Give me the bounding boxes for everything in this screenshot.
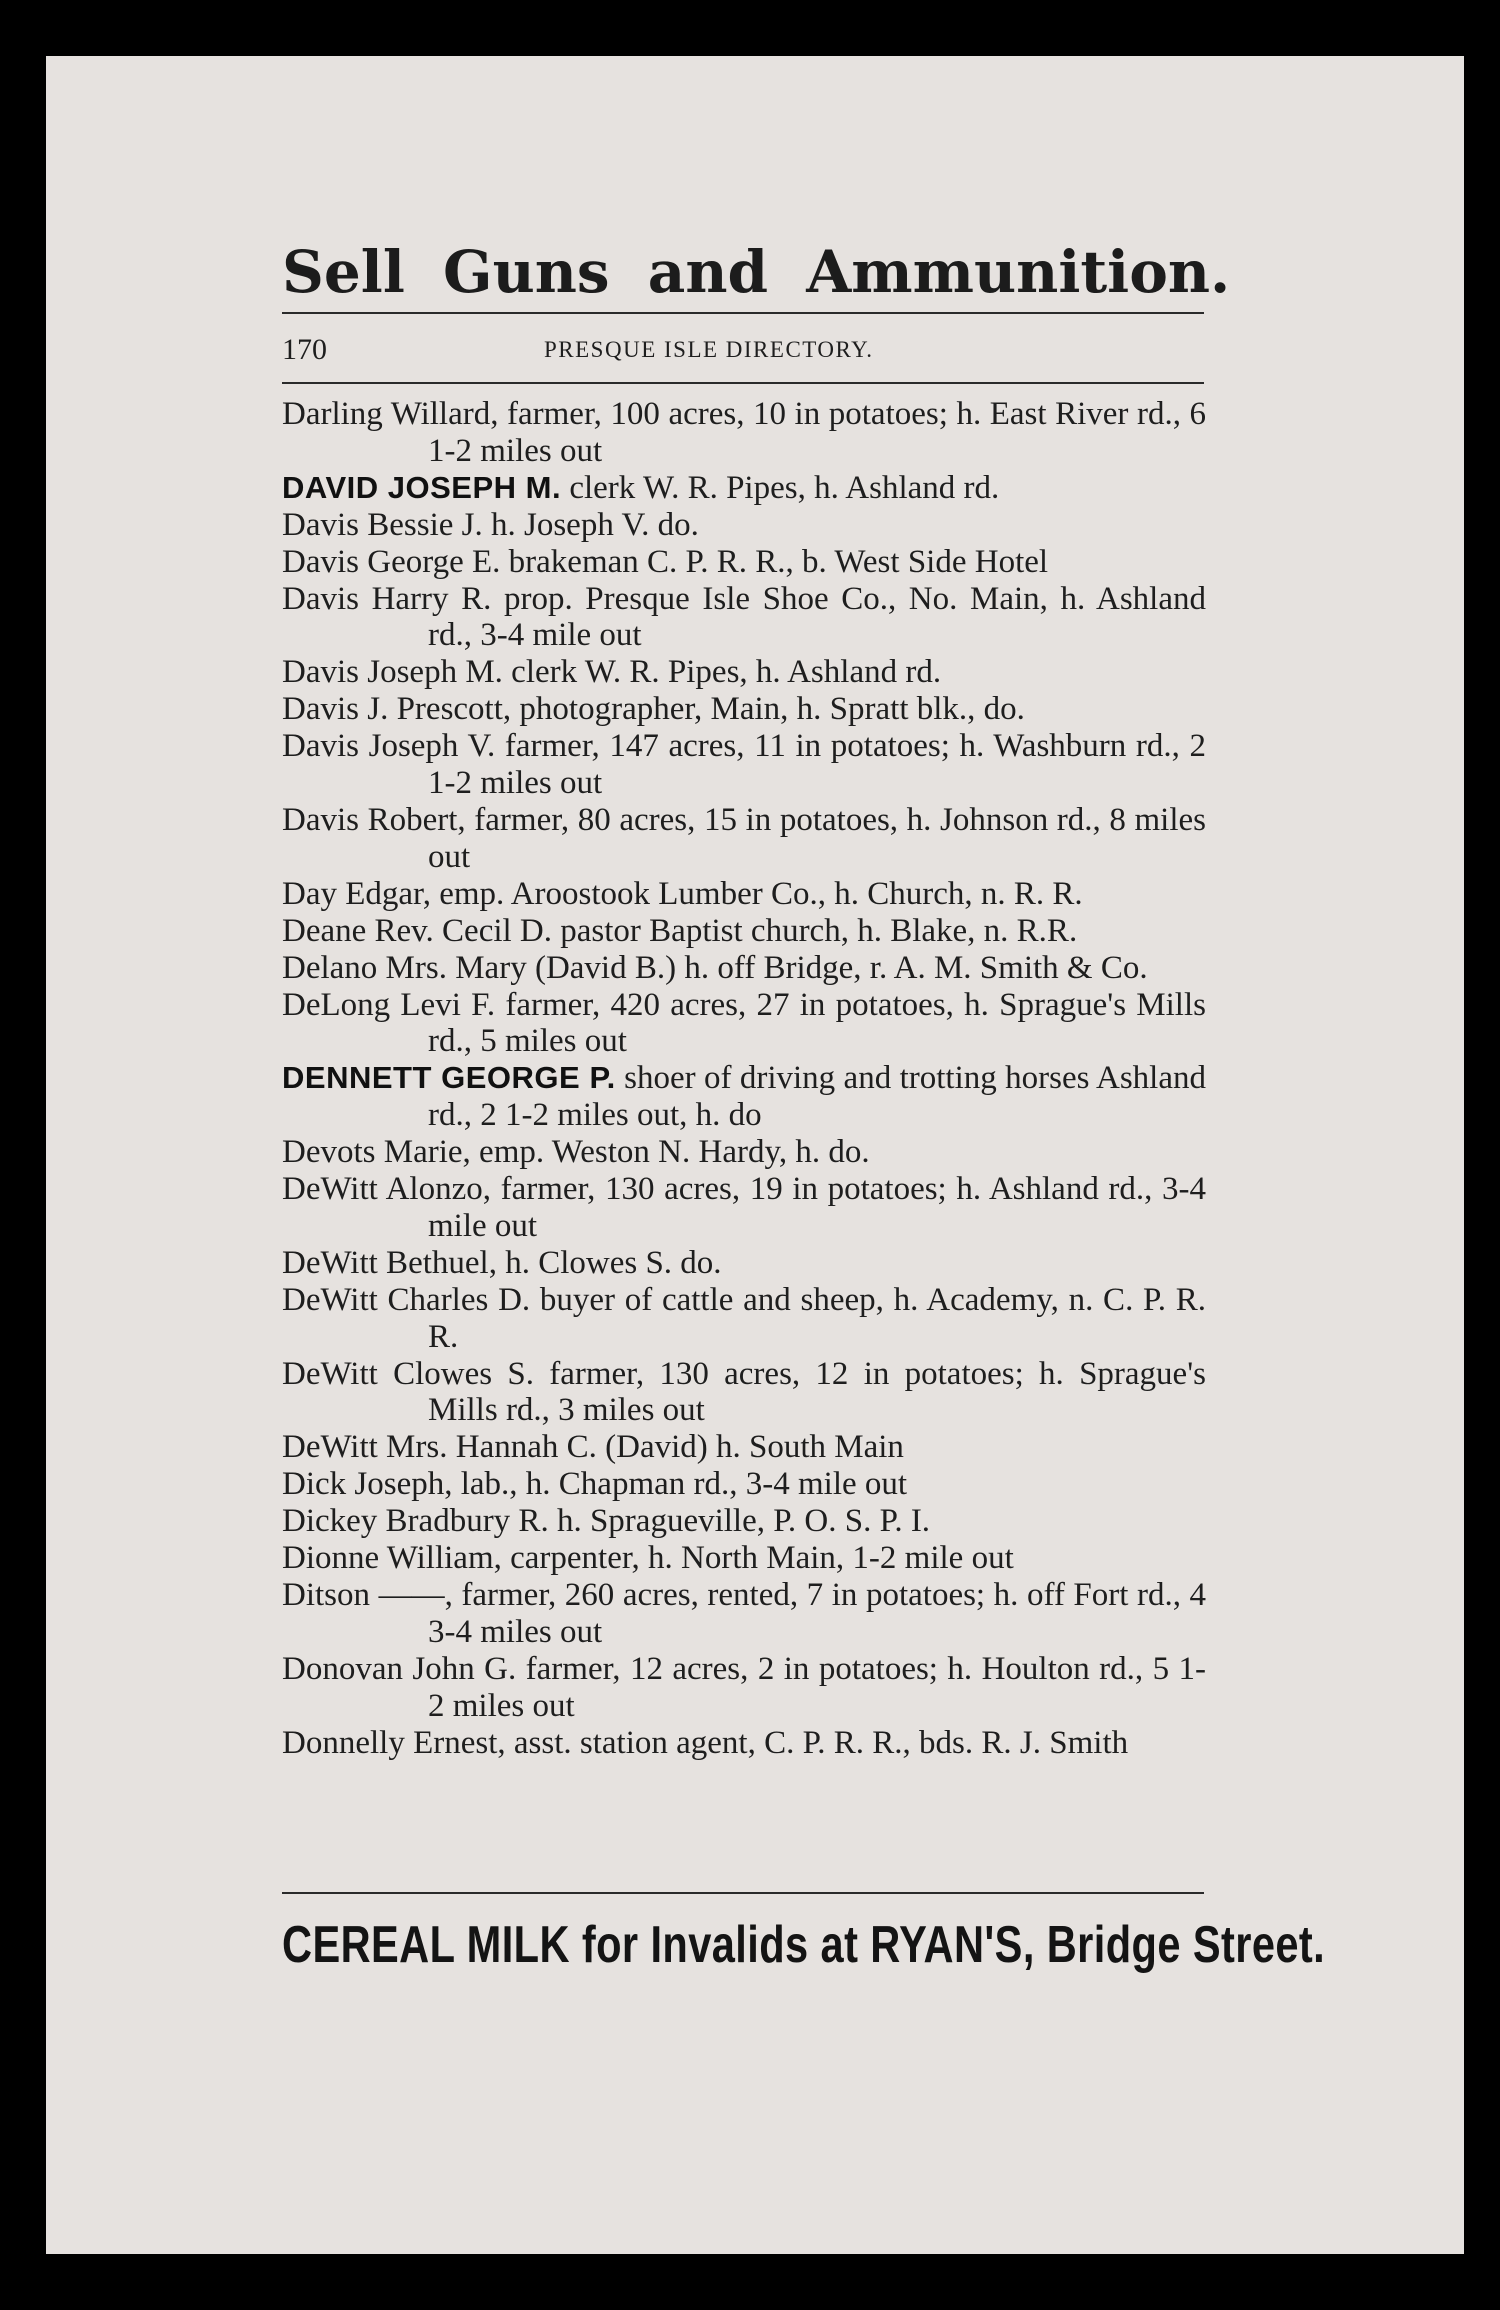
directory-entry xyxy=(282,544,1206,581)
footer-advertisement: CEREAL MILK for Invalids at RYAN'S, Bridge Street. xyxy=(282,1916,1326,1974)
entry-text: buyer of cattle and sheep, h. Academy, n. C. P. R. R. xyxy=(428,1281,1206,1355)
directory-entry xyxy=(282,581,1206,655)
entry-text: lab., h. Chapman rd., 3-4 mile out xyxy=(452,1466,908,1503)
directory-entry xyxy=(282,1134,1206,1171)
entry-name: Donovan John G. xyxy=(282,1650,517,1687)
entry-text: h. Joseph V. do. xyxy=(482,506,699,543)
entry-name: Day Edgar, xyxy=(282,875,431,912)
entry-text: emp. Weston N. Hardy, h. do. xyxy=(470,1134,870,1171)
page-number: 170 xyxy=(282,333,327,366)
entry-name: Davis Joseph M. xyxy=(282,654,503,691)
entry-text: clerk W. R. Pipes, h. Ashland rd. xyxy=(502,654,942,691)
top-rule xyxy=(282,312,1204,314)
directory-entry xyxy=(282,1356,1206,1430)
directory-entry xyxy=(282,1577,1206,1651)
directory-entry xyxy=(282,1429,1206,1466)
entry-name: Davis J. Prescott, xyxy=(282,691,512,728)
entry-text: pastor Baptist church, h. Blake, n. R.R. xyxy=(552,912,1078,949)
entry-text: brakeman C. P. R. R., b. West Side Hotel xyxy=(500,543,1049,580)
directory-entry xyxy=(282,950,1206,987)
entry-name: Davis Harry R. xyxy=(282,580,492,617)
entry-text: h. Spragueville, P. O. S. P. I. xyxy=(548,1503,931,1540)
entry-name: Davis Joseph V. xyxy=(282,728,496,765)
directory-entry xyxy=(282,1245,1206,1282)
directory-entry xyxy=(282,1540,1206,1577)
entry-text: farmer, 420 acres, 27 in potatoes, h. Sprague's Mills rd., 5 miles out xyxy=(428,986,1206,1060)
entry-text: (David) h. South Main xyxy=(596,1429,904,1466)
entry-name: Ditson ——, xyxy=(282,1577,453,1613)
entry-text: farmer, 260 acres, rented, 7 in potatoes; h. off Fort rd., 4 3-4 miles out xyxy=(428,1577,1207,1650)
directory-entry xyxy=(282,691,1206,728)
entry-text: farmer, 100 acres, 10 in potatoes; h. East River rd., 6 1-2 miles out xyxy=(428,396,1206,469)
entry-name: Darling Willard, xyxy=(282,396,499,432)
entry-text: photographer, Main, h. Spratt blk., do. xyxy=(511,691,1025,728)
entry-name: DAVID JOSEPH M. xyxy=(282,469,562,505)
entry-text: h. Clowes S. do. xyxy=(496,1244,722,1281)
entry-name: Donnelly Ernest, xyxy=(282,1724,506,1761)
directory-entry xyxy=(282,1503,1206,1540)
entry-name: DeLong Levi F. xyxy=(282,986,496,1023)
entry-name: Davis George E. xyxy=(282,543,501,580)
entry-name: Devots Marie, xyxy=(282,1134,471,1171)
directory-entry xyxy=(282,470,1206,507)
entry-text: asst. station agent, C. P. R. R., bds. R. J. Smith xyxy=(505,1724,1129,1761)
entry-name: DeWitt Mrs. Hannah C. xyxy=(282,1429,597,1466)
entry-text: farmer, 147 acres, 11 in potatoes; h. Washburn rd., 2 1-2 miles out xyxy=(428,728,1206,802)
entry-text: clerk W. R. Pipes, h. Ashland rd. xyxy=(561,469,1000,506)
entry-text: farmer, 80 acres, 15 in potatoes, h. Johnson rd., 8 miles out xyxy=(428,801,1206,875)
directory-entry xyxy=(282,1651,1206,1725)
entry-text: carpenter, h. North Main, 1-2 mile out xyxy=(501,1540,1014,1577)
entry-name: DeWitt Charles D. xyxy=(282,1281,531,1318)
directory-entry xyxy=(282,728,1206,802)
entry-text: shoer of driving and trotting horses Ashland rd., 2 1-2 miles out, h. do xyxy=(428,1060,1206,1134)
running-title: PRESQUE ISLE DIRECTORY. xyxy=(544,337,874,362)
directory-entry xyxy=(282,1725,1206,1762)
directory-entry xyxy=(282,654,1206,691)
directory-entry xyxy=(282,876,1206,913)
directory-entry xyxy=(282,396,1206,470)
entry-name: Dick Joseph, xyxy=(282,1466,453,1503)
entry-text: farmer, 130 acres, 19 in potatoes; h. Ashland rd., 3-4 mile out xyxy=(428,1171,1206,1244)
entry-name: Dickey Bradbury R. xyxy=(282,1503,549,1540)
entry-name: Davis Bessie J. xyxy=(282,506,483,543)
entry-text: emp. Aroostook Lumber Co., h. Church, n. R. R. xyxy=(430,875,1083,912)
entry-name: DENNETT GEORGE P. xyxy=(282,1060,616,1096)
entry-text: prop. Presque Isle Shoe Co., No. Main, h. Ashland rd., 3-4 mile out xyxy=(428,580,1206,654)
entry-name: Davis Robert, xyxy=(282,801,466,838)
entry-name: DeWitt Bethuel, xyxy=(282,1244,497,1281)
entry-name: Dionne William, xyxy=(282,1540,502,1577)
entry-name: DeWitt Clowes S. xyxy=(282,1355,534,1392)
entry-text: farmer, 12 acres, 2 in potatoes; h. Houlton rd., 5 1-2 miles out xyxy=(428,1650,1206,1724)
running-head xyxy=(282,330,1204,370)
advertisement-headline: Sell Guns and Ammunition. xyxy=(282,238,1231,306)
directory-entry xyxy=(282,987,1206,1061)
header-rule xyxy=(282,382,1204,384)
entry-name: Deane Rev. Cecil D. xyxy=(282,912,553,949)
directory-entry xyxy=(282,1466,1206,1503)
footer-rule xyxy=(282,1892,1204,1894)
directory-entry xyxy=(282,913,1206,950)
directory-entry xyxy=(282,802,1206,876)
directory-entry xyxy=(282,1282,1206,1356)
directory-entry xyxy=(282,1171,1206,1245)
entry-text: farmer, 130 acres, 12 in potatoes; h. Sprague's Mills rd., 3 miles out xyxy=(428,1355,1206,1429)
directory-entries xyxy=(282,396,1206,1762)
directory-entry xyxy=(282,1060,1206,1134)
entry-name: DeWitt Alonzo, xyxy=(282,1171,491,1208)
entry-name: Delano Mrs. Mary xyxy=(282,949,527,986)
directory-entry xyxy=(282,507,1206,544)
entry-text: (David B.) h. off Bridge, r. A. M. Smith & Co. xyxy=(526,949,1148,986)
